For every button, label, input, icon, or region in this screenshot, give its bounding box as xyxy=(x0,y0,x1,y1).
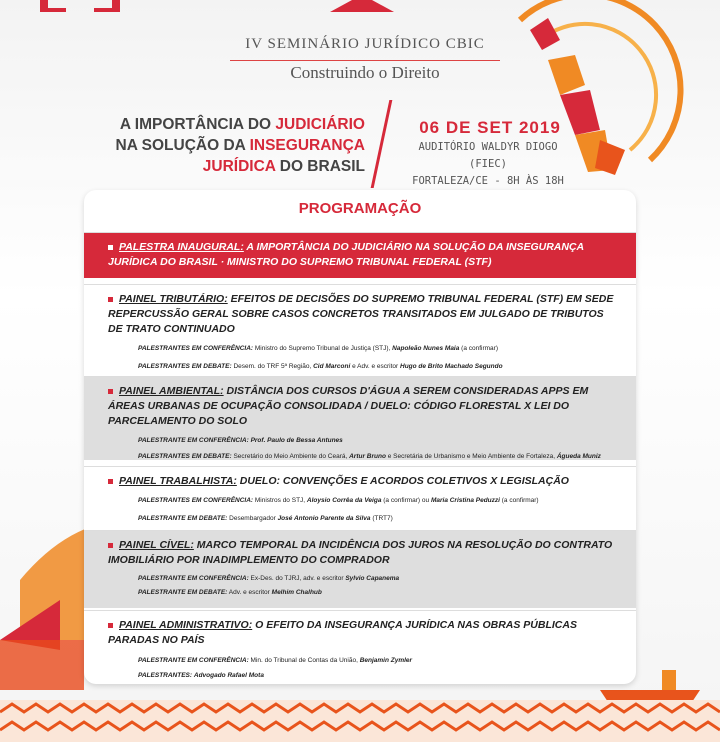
speaker-desc: (a confirmar) xyxy=(499,497,539,504)
event-headline xyxy=(100,114,365,177)
session-row xyxy=(84,610,636,684)
headline-text: NA SOLUÇÃO DA xyxy=(115,137,250,154)
speaker-desc: (a confirmar) xyxy=(459,345,499,352)
speaker-line xyxy=(138,671,618,681)
speaker-line xyxy=(138,496,618,506)
speaker-name: Napoleão Nunes Maia xyxy=(392,345,460,352)
session-heading xyxy=(108,292,618,337)
event-date: 06 DE SET 2019 xyxy=(419,118,561,137)
session-label: PALESTRA INAUGURAL: xyxy=(119,241,244,253)
speaker-name: Águeda Muniz xyxy=(556,453,601,460)
speaker-desc: e Secretária de Urbanismo e Meio Ambiente de Fortaleza, xyxy=(385,453,557,460)
speaker-desc: Ministros do STJ, xyxy=(253,497,307,504)
session-heading xyxy=(108,618,618,648)
speaker-role: PALESTRANTES: xyxy=(138,672,193,679)
session-label: PAINEL ADMINISTRATIVO: xyxy=(119,619,253,631)
session-text: O EFEITO DA INSEGURANÇA JURÍDICA NAS OBRAS PÚBLICAS PARADAS NO PAÍS xyxy=(108,619,577,646)
speaker-name: Cid Marconi xyxy=(313,363,351,370)
session-label: PAINEL AMBIENTAL: xyxy=(119,385,224,397)
session-label: PAINEL TRABALHISTA: xyxy=(119,475,237,487)
seminar-subtitle: Construindo o Direito xyxy=(230,60,500,83)
speaker-line xyxy=(138,656,618,666)
speaker-name: Melhim Chalhub xyxy=(271,589,322,596)
speaker-line xyxy=(138,452,618,462)
seminar-title: IV SEMINÁRIO JURÍDICO CBIC xyxy=(245,36,485,52)
session-heading xyxy=(108,384,618,429)
speaker-desc: Secretário do Meio Ambiente do Ceará, xyxy=(231,453,350,460)
bullet-icon xyxy=(108,389,113,394)
speaker-name: Aloysio Corrêa da Veiga xyxy=(306,497,382,504)
session-text: DISTÂNCIA DOS CURSOS D'ÁGUA A SEREM CONSIDERADAS APPS EM ÁREAS URBANAS DE OCUPAÇÃO CONSOLIDADA / DUELO: CÓDIGO FLORESTAL X LEI DO PARCELAMENTO DO SOLO xyxy=(108,385,589,427)
speaker-desc: Desembargador xyxy=(227,515,278,522)
program-card xyxy=(84,190,636,684)
headline-highlight: INSEGURANÇA xyxy=(249,137,365,154)
speaker-line xyxy=(138,588,618,598)
session-text: DUELO: CONVENÇÕES E ACORDOS COLETIVOS X LEGISLAÇÃO xyxy=(236,475,569,487)
speaker-desc: (a confirmar) ou xyxy=(381,497,431,504)
session-heading xyxy=(108,538,618,568)
speaker-role: PALESTRANTE EM DEBATE: xyxy=(138,515,228,522)
speaker-line xyxy=(138,436,618,446)
session-text: A IMPORTÂNCIA DO JUDICIÁRIO NA SOLUÇÃO DA INSEGURANÇA JURÍDICA DO BRASIL · MINISTRO DO SUPREMO TRIBUNAL FEDERAL (STF) xyxy=(108,241,584,268)
speaker-role: PALESTRANTES EM DEBATE: xyxy=(138,363,232,370)
bullet-icon xyxy=(108,245,113,250)
speaker-name: José Antonio Parente da Silva xyxy=(277,515,371,522)
session-heading xyxy=(108,474,618,489)
session-text: EFEITOS DE DECISÕES DO SUPREMO TRIBUNAL FEDERAL (STF) EM SEDE REPERCUSSÃO GERAL SOBRE CASOS CONCRETOS TRANSITADOS EM JULGADO DE TRIBUTOS DE TRATO CONTINUADO xyxy=(108,293,614,335)
bullet-icon xyxy=(108,479,113,484)
session-row xyxy=(84,530,636,608)
speaker-name: Prof. Paulo de Bessa Antunes xyxy=(250,437,343,444)
speaker-line xyxy=(138,514,618,524)
speaker-name: Hugo de Brito Machado Segundo xyxy=(400,363,503,370)
speaker-role: PALESTRANTE EM CONFERÊNCIA: xyxy=(138,437,249,444)
bullet-icon xyxy=(108,623,113,628)
speaker-role: PALESTRANTES EM CONFERÊNCIA: xyxy=(138,497,254,504)
program-title: PROGRAMAÇÃO xyxy=(298,200,422,217)
speaker-name: Maria Cristina Peduzzi xyxy=(430,497,500,504)
speaker-line xyxy=(138,362,618,372)
speaker-role: PALESTRANTE EM CONFERÊNCIA: xyxy=(138,575,249,582)
speaker-desc: e Adv. e escritor xyxy=(350,363,400,370)
speaker-role: PALESTRANTE EM CONFERÊNCIA: xyxy=(138,657,249,664)
speaker-name: Benjamin Zymler xyxy=(359,657,413,664)
speaker-desc: Desem. do TRF 5ª Região, xyxy=(231,363,314,370)
bullet-icon xyxy=(108,297,113,302)
event-venue: AUDITÓRIO WALDYR DIOGO (FIEC) xyxy=(418,141,558,170)
headline-text: DO BRASIL xyxy=(275,158,365,175)
session-row xyxy=(84,232,636,278)
session-row xyxy=(84,376,636,460)
bullet-icon xyxy=(108,543,113,548)
session-row xyxy=(84,466,636,528)
logo-fragment-icon xyxy=(40,0,394,12)
speaker-role: PALESTRANTES EM CONFERÊNCIA: xyxy=(138,345,254,352)
speaker-role: PALESTRANTES EM DEBATE: xyxy=(138,453,232,460)
speaker-line xyxy=(138,344,618,354)
session-label: PAINEL CÍVEL: xyxy=(119,539,194,551)
headline-highlight: JURÍDICA xyxy=(202,158,276,175)
speaker-desc: (TRT7) xyxy=(370,515,393,522)
session-heading xyxy=(108,240,618,270)
headline-text: A IMPORTÂNCIA DO xyxy=(119,116,276,133)
speaker-desc: Min. do Tribunal de Contas da União, xyxy=(248,657,360,664)
speaker-name: Advogado Rafael Mota xyxy=(193,672,264,679)
speaker-line xyxy=(138,574,618,584)
session-text: MARCO TEMPORAL DA INCIDÊNCIA DOS JUROS NA RESOLUÇÃO DO CONTRATO IMOBILIÁRIO POR INADIMPLEMENTO DO COMPRADOR xyxy=(108,539,613,566)
speaker-desc: Ministro do Supremo Tribunal de Justiça (STJ), xyxy=(253,345,393,352)
session-label: PAINEL TRIBUTÁRIO: xyxy=(119,293,228,305)
zigzag-pattern-band xyxy=(0,700,720,742)
event-location xyxy=(398,139,578,190)
event-city-time: FORTALEZA/CE - 8H ÀS 18H xyxy=(412,175,564,187)
speaker-desc: Adv. e escritor xyxy=(227,589,272,596)
headline-highlight: JUDICIÁRIO xyxy=(275,116,365,133)
speaker-desc: Ex-Des. do TJRJ, adv. e escritor xyxy=(248,575,346,582)
speaker-role: PALESTRANTE EM DEBATE: xyxy=(138,589,228,596)
session-row xyxy=(84,284,636,370)
speaker-name: Sylvio Capanema xyxy=(345,575,400,582)
speaker-name: Artur Bruno xyxy=(349,453,386,460)
